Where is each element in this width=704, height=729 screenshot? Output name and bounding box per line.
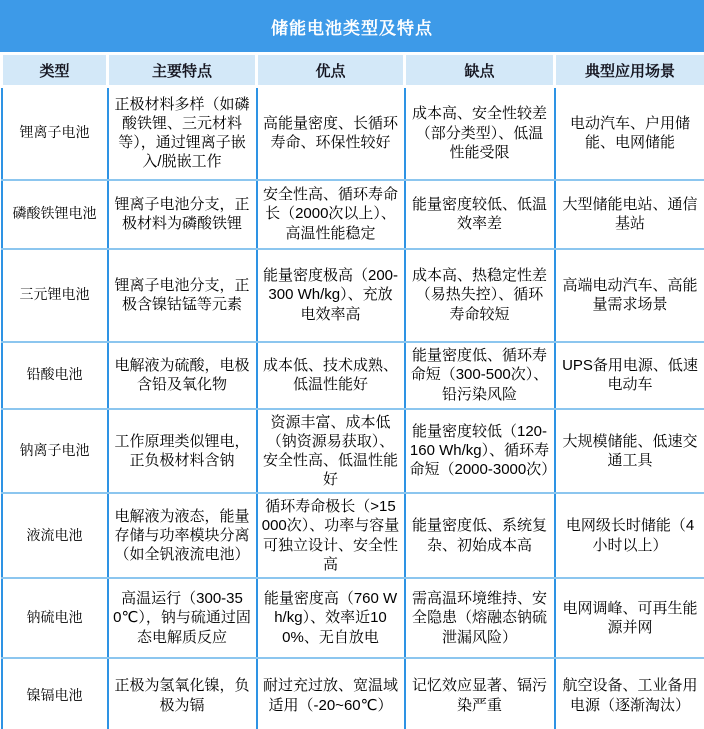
- cell-features: 正极为氢氧化镍，负极为镉: [108, 658, 257, 729]
- cell-features: 电解液为硫酸，电极含铅及氧化物: [108, 342, 257, 409]
- header-cell-cons: 缺点: [405, 54, 555, 87]
- cell-apps: 航空设备、工业备用电源（逐渐淘汰）: [555, 658, 704, 729]
- cell-pros: 成本低、技术成熟、低温性能好: [257, 342, 405, 409]
- header-cell-features: 主要特点: [108, 54, 257, 87]
- cell-pros: 能量密度高（760 Wh/kg）、效率近100%、无自放电: [257, 578, 405, 658]
- cell-features: 电解液为液态，能量存储与功率模块分离（如全钒液流电池）: [108, 493, 257, 578]
- cell-type: 钠离子电池: [2, 409, 108, 494]
- cell-pros: 能量密度极高（200-300 Wh/kg）、充放电效率高: [257, 249, 405, 342]
- cell-apps: 电动汽车、户用储能、电网储能: [555, 87, 704, 180]
- cell-apps: 电网级长时储能（4小时以上）: [555, 493, 704, 578]
- cell-pros: 安全性高、循环寿命长（2000次以上）、高温性能稳定: [257, 180, 405, 249]
- table-row-nickel-cadmium: [2, 658, 704, 729]
- cell-apps: 高端电动汽车、高能量需求场景: [555, 249, 704, 342]
- cell-features: 锂离子电池分支，正极材料为磷酸铁锂: [108, 180, 257, 249]
- header-row: [2, 54, 704, 87]
- page-title: 储能电池类型及特点: [271, 18, 433, 38]
- cell-type: 液流电池: [2, 493, 108, 578]
- cell-features: 工作原理类似锂电，正负极材料含钠: [108, 409, 257, 494]
- cell-cons: 成本高、安全性较差（部分类型）、低温性能受限: [405, 87, 555, 180]
- header-cell-pros: 优点: [257, 54, 405, 87]
- table-row-ternary-lithium: [2, 249, 704, 342]
- battery-table: [0, 52, 704, 729]
- header-cell-apps: 典型应用场景: [555, 54, 704, 87]
- cell-type: 铅酸电池: [2, 342, 108, 409]
- table-row-lithium-ion: [2, 87, 704, 180]
- cell-cons: 需高温环境维持、安全隐患（熔融态钠硫泄漏风险）: [405, 578, 555, 658]
- cell-features: 高温运行（300-350℃），钠与硫通过固态电解质反应: [108, 578, 257, 658]
- cell-type: 镍镉电池: [2, 658, 108, 729]
- table-row-flow-battery: [2, 493, 704, 578]
- table-row-lfp: [2, 180, 704, 249]
- cell-pros: 耐过充过放、宽温域适用（-20~60℃）: [257, 658, 405, 729]
- header-cell-type: 类型: [2, 54, 108, 87]
- cell-pros: 循环寿命极长（>15000次）、功率与容量可独立设计、安全性高: [257, 493, 405, 578]
- title-bar: [0, 0, 704, 52]
- cell-cons: 能量密度低、系统复杂、初始成本高: [405, 493, 555, 578]
- cell-apps: 大规模储能、低速交通工具: [555, 409, 704, 494]
- cell-type: 三元锂电池: [2, 249, 108, 342]
- cell-cons: 能量密度低、循环寿命短（300-500次）、铅污染风险: [405, 342, 555, 409]
- cell-apps: UPS备用电源、低速电动车: [555, 342, 704, 409]
- cell-type: 锂离子电池: [2, 87, 108, 180]
- cell-type: 钠硫电池: [2, 578, 108, 658]
- cell-type: 磷酸铁锂电池: [2, 180, 108, 249]
- cell-cons: 能量密度较低、低温效率差: [405, 180, 555, 249]
- table-row-sodium-sulfur: [2, 578, 704, 658]
- cell-features: 锂离子电池分支，正极含镍钴锰等元素: [108, 249, 257, 342]
- cell-cons: 记忆效应显著、镉污染严重: [405, 658, 555, 729]
- cell-features: 正极材料多样（如磷酸铁锂、三元材料等），通过锂离子嵌入/脱嵌工作: [108, 87, 257, 180]
- table-row-lead-acid: [2, 342, 704, 409]
- cell-pros: 高能量密度、长循环寿命、环保性较好: [257, 87, 405, 180]
- cell-apps: 大型储能电站、通信基站: [555, 180, 704, 249]
- cell-pros: 资源丰富、成本低（钠资源易获取）、安全性高、低温性能好: [257, 409, 405, 494]
- cell-cons: 成本高、热稳定性差（易热失控）、循环寿命较短: [405, 249, 555, 342]
- table-row-sodium-ion: [2, 409, 704, 494]
- cell-apps: 电网调峰、可再生能源并网: [555, 578, 704, 658]
- cell-cons: 能量密度较低（120-160 Wh/kg）、循环寿命短（2000-3000次）: [405, 409, 555, 494]
